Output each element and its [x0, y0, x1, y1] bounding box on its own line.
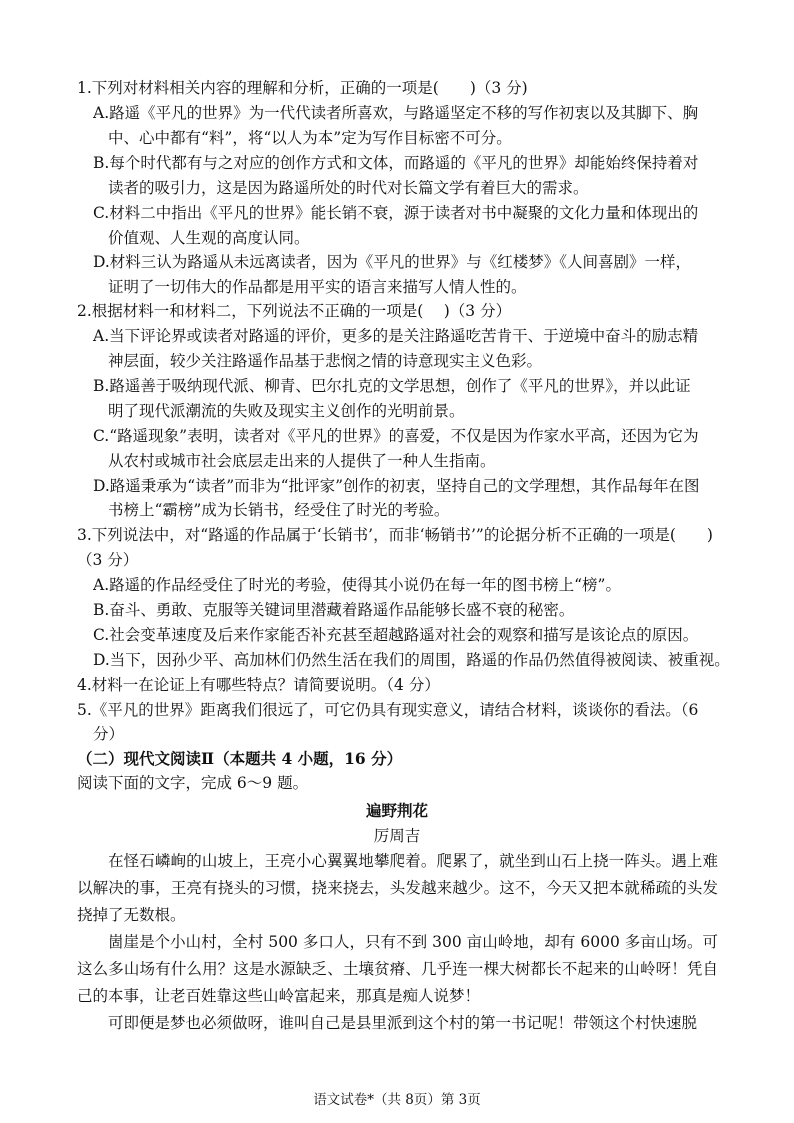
- q2-option-a: A.当下评论界或读者对路遥的评价，更多的是关注路遥吃苦肯干、于逆境中奋斗的励志精: [93, 327, 699, 345]
- q1-option-d-cont: 证明了一切伟大的作品都是用平实的语言来描写人情人性的。: [108, 278, 527, 296]
- q2-option-b-cont: 明了现代派潮流的失败及现实主义创作的光明前景。: [108, 402, 465, 420]
- story-author: 厉周吉: [373, 827, 421, 845]
- section-instruction: 阅读下面的文字，完成 6～9 题。: [77, 774, 309, 792]
- story-title: 遍野荆花: [365, 801, 428, 820]
- q2-option-a-cont: 神层面，较少关注路遥作品基于悲悯之情的诗意现实主义色彩。: [108, 352, 543, 370]
- page-footer: 语文试卷*（共 8页）第 3页: [313, 1092, 481, 1108]
- q4-stem: 4.材料一在论证上有哪些特点？请简要说明。（4 分）: [77, 676, 440, 694]
- q3-option-d: D.当下，因孙少平、高加林们仍然生活在我们的周围，路遥的作品仍然值得被阅读、被重视。: [93, 651, 730, 669]
- q3-stem-score: （3 分）: [77, 551, 139, 569]
- q1-option-b-cont: 读者的吸引力，这是因为路遥所处的时代对长篇文学有着巨大的需求。: [108, 179, 589, 197]
- q1-option-d: D.材料三认为路遥从未远离读者，因为《平凡的世界》与《红楼梦》《人间喜剧》一样，: [93, 253, 692, 271]
- q3-option-b: B.奋斗、勇敢、克服等关键词里潜藏着路遥作品能够长盛不衰的秘密。: [93, 601, 575, 619]
- q1-option-a-cont: 中、心中都有“料”，将“以人为本”定为写作目标密不可分。: [108, 129, 512, 147]
- section-heading: （二）现代文阅读Ⅱ（本题共 4 小题，16 分）: [77, 749, 403, 768]
- q2-stem: 2.根据材料一和材料二，下列说法不正确的一项是( )（3 分）: [77, 302, 512, 320]
- q1-option-c: C.材料二中指出《平凡的世界》能长销不衰，源于读者对书中凝聚的文化力量和体现出的: [93, 204, 699, 222]
- q3-option-c: C.社会变革速度及后来作家能否补充甚至超越路遥对社会的观察和描写是该论点的原因。: [93, 626, 699, 644]
- q5-stem: 5.《平凡的世界》距离我们很远了，可它仍具有现实意义，请结合材料，谈谈你的看法。（6: [77, 701, 699, 719]
- q5-stem-score: 分）: [93, 725, 125, 743]
- q1-option-c-cont: 价值观、人生观的高度认同。: [108, 229, 310, 247]
- q3-option-a: A.路遥的作品经受住了时光的考验，使得其小说仍在每一年的图书榜上“榜”。: [93, 576, 621, 594]
- story-paragraph: 可即便是梦也必须做呀，谁叫自己是县里派到这个村的第一书记呢！带领这个村快速脱: [108, 1014, 698, 1032]
- q3-stem: 3.下列说法中，对“路遥的作品属于‘长销书’，而非‘畅销书’”的论据分析不正确的一项是( ): [77, 526, 713, 544]
- q2-option-d: D.路遥秉承为“读者”而非为“批评家”创作的初衷，坚持自己的文学理想，其作品每年在图: [93, 477, 700, 495]
- q2-option-d-cont: 书榜上“霸榜”成为长销书，经受住了时光的考验。: [108, 501, 450, 519]
- q2-option-c-cont: 从农村或城市社会底层走出来的人提供了一种人生指南。: [108, 452, 496, 470]
- story-paragraph: 在怪石嶙峋的山坡上，王亮小心翼翼地攀爬着。爬累了，就坐到山石上挠一阵头。遇上难以解决的事，王亮有挠头的习惯，挠来挠去，头发越来越少。这不，今天又把本就稀疏的头发挠掉了无数根。: [77, 852, 718, 924]
- q1-stem: 1.下列对材料相关内容的理解和分析，正确的一项是( )（3 分): [77, 79, 528, 97]
- story-paragraph: 崮崖是个小山村，全村 500 多口人，只有不到 300 亩山岭地，却有 6000 多亩山场。可这么多山场有什么用？这是水源缺乏、土壤贫瘠、几乎连一棵大树都长不起来的山岭呀！凭自己的本事，让老百姓靠这些山岭富起来，那真是痴人说梦！: [77, 933, 718, 1005]
- q2-option-c: C.“路遥现象”表明，读者对《平凡的世界》的喜爱，不仅是因为作家水平高，还因为它为: [93, 427, 699, 445]
- q1-option-a: A.路遥《平凡的世界》为一代代读者所喜欢，与路遥坚定不移的写作初衷以及其脚下、胸: [93, 104, 699, 122]
- q2-option-b: B.路遥善于吸纳现代派、柳青、巴尔扎克的文学思想，创作了《平凡的世界》，并以此证: [93, 377, 691, 395]
- q1-option-b: B.每个时代都有与之对应的创作方式和文体，而路遥的《平凡的世界》却能始终保持着对: [93, 154, 699, 172]
